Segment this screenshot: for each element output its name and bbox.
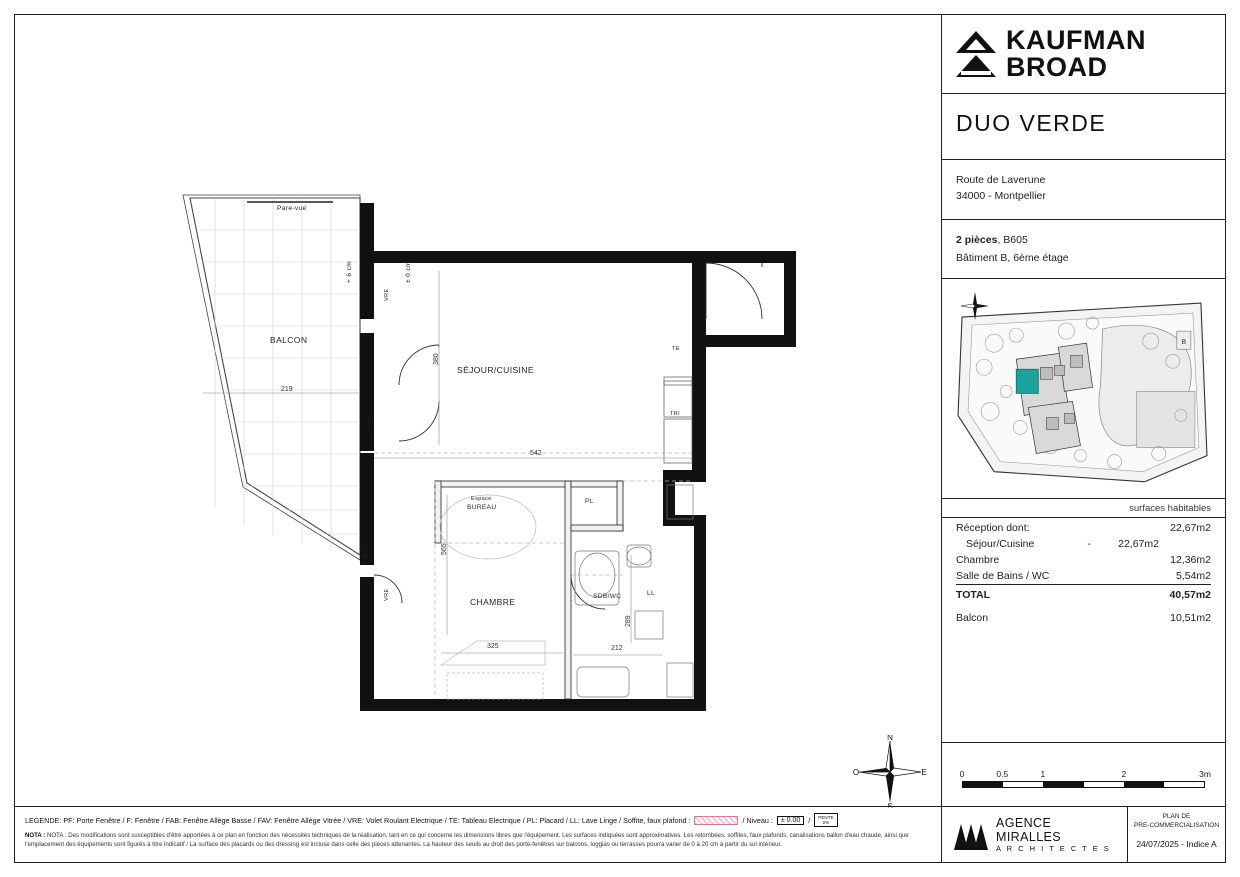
dim-565: 565: [441, 543, 448, 555]
site-plan-compass-icon: [958, 289, 992, 323]
table-row: [956, 552, 1211, 568]
slope-value: 2%: [822, 820, 830, 826]
label-chambre: CHAMBRE: [470, 597, 516, 607]
highlighted-lot: [1016, 370, 1038, 394]
drawing-sheet: [14, 14, 1226, 863]
surface-mid: [1095, 568, 1159, 585]
label-zero-cm: ± 0 cm: [405, 261, 412, 283]
project-name: DUO VERDE: [956, 110, 1107, 136]
dim-325: 325: [487, 643, 499, 650]
label-vre-1: VRE: [384, 288, 390, 301]
address-line-1: Route de Laverune: [956, 174, 1046, 186]
dim-380: 380: [433, 353, 440, 365]
architect-name: [996, 816, 1111, 853]
legend-block: [15, 806, 943, 862]
scale-tick: 1: [1040, 769, 1046, 779]
label-plus-6-cm: + 6 cm: [346, 260, 353, 283]
label-tri: TRI: [670, 411, 681, 417]
surface-mid: [1095, 520, 1159, 536]
legend-note-text: NOTA : Des modifications sont susceptibles d'être apportées à ce plan en fonction des nécessités techniques de la réalisation, tant en ce qui concerne les dimensions libres que l'équipement. Les surfaces indiquées sont approximatives. Les retombées, soffites, faux plafonds, canalisations ballon d'eau chaude, ainsi que l'emplacement des équipements sont figurés à titre indicatif / La surface des placards ou des dressing est incluse dans celle des pièces attenantes. La hauteur des seuils au droit des porte-fenêtres sur balcons, loggias ou terrasses pourra varier de 0 à 20 cm à partir du sol intérieur.: [25, 832, 909, 849]
scale-tick: 0: [959, 769, 965, 779]
table-row: [956, 536, 1211, 552]
scale-tick: 2: [1121, 769, 1127, 779]
lot-info: [942, 220, 1225, 279]
brand-line-1: KAUFMAN: [1006, 25, 1146, 55]
interior-partitions: [435, 481, 623, 699]
surface-dash: [1073, 520, 1095, 536]
surface-label: Salle de Bains / WC: [956, 570, 1050, 583]
scale-bar-section: [942, 742, 1225, 806]
lot-section: [942, 220, 1225, 280]
surfaces-table-wrap: [942, 517, 1225, 634]
label-balcon: BALCON: [270, 335, 308, 345]
table-row: [956, 520, 1211, 536]
kaufman-broad-logo: [942, 15, 1225, 93]
lot-line-1: 2 pièces, B605: [956, 233, 1028, 246]
svg-text:N: N: [887, 735, 893, 742]
surface-value: [1159, 536, 1211, 552]
surface-mid: 22,67m2: [1118, 538, 1159, 551]
balcon-value: 10,51m2: [1170, 612, 1211, 625]
compass-rose: [853, 735, 927, 808]
label-pf: P.F: [368, 415, 374, 425]
surface-value: 5,54m2: [1175, 570, 1211, 583]
brand-section: [942, 15, 1225, 94]
brand-line-2: BROAD: [1006, 52, 1108, 82]
slope-marker: [814, 813, 837, 827]
site-plan-thumbnail: [942, 279, 1225, 499]
architect-line-1: AGENCE: [996, 816, 1052, 830]
lot-type: 2 pièces: [956, 233, 998, 246]
label-tableau-electrique: TE: [672, 346, 680, 352]
soffite-hatch-swatch: [694, 816, 738, 825]
table-row-total: [956, 585, 1211, 604]
room-division-lines: [374, 453, 692, 699]
label-fav: F.A.V: [363, 547, 369, 563]
architect-line-2: MIRALLES: [996, 830, 1062, 844]
scale-bar-graphic: [962, 781, 1205, 788]
surface-label: Chambre: [956, 554, 1000, 567]
floor-plan-svg: [15, 15, 943, 808]
dim-219: 219: [281, 386, 293, 393]
label-lave-linge: LL: [647, 590, 656, 597]
building-floor: Bâtiment B, 6ème étage: [956, 251, 1069, 264]
legend-note: [25, 831, 935, 849]
legend-note-prefix: NOTA :: [25, 832, 46, 840]
agence-miralles-logo-icon: [954, 820, 988, 850]
surface-label: Séjour/Cuisine: [966, 538, 1035, 551]
table-row: [956, 568, 1211, 585]
surfaces-table: [956, 520, 1211, 626]
architect-line-3: A R C H I T E C T E S: [996, 844, 1111, 853]
legend-level-suffix: /: [808, 815, 811, 825]
project-address: [942, 160, 1225, 219]
svg-text:B: B: [1181, 339, 1187, 347]
site-plan-svg: [954, 295, 1213, 488]
surfaces-header: surfaces habitables: [1129, 503, 1211, 515]
surface-value: 22,67m2: [1170, 522, 1211, 535]
scale-tick: 3m: [1199, 769, 1211, 779]
label-pare-vue: Pare-vue: [277, 205, 307, 212]
label-espace-bureau-line1: Espace: [471, 496, 492, 502]
table-row-balcon: [956, 603, 1211, 626]
kaufman-broad-triangle-logo-icon: [956, 31, 996, 77]
entry-door: [706, 263, 762, 319]
label-placard: PL: [585, 498, 594, 505]
scale-bar: [942, 743, 1225, 788]
legend-line: [25, 813, 935, 827]
kitchen-fixtures: [664, 377, 692, 463]
brand-wordmark: [1006, 27, 1146, 81]
surface-value: 12,36m2: [1170, 554, 1211, 567]
title-block: [941, 15, 1225, 862]
plan-date-index: 24/07/2025 - Indice A: [1136, 838, 1217, 849]
surface-dash: -: [1087, 538, 1091, 551]
surface-mid: [1095, 552, 1159, 568]
apartment-walls: [360, 203, 796, 711]
total-label: TOTAL: [956, 585, 1073, 604]
level-value: ± 0.00: [777, 816, 804, 825]
scale-tick: 0.5: [996, 769, 1009, 779]
stamp-line-1: PLAN DE: [1162, 813, 1191, 820]
project-name-section: [942, 94, 1225, 160]
legend-level-prefix: / Niveau :: [742, 815, 773, 825]
scale-ticks: [959, 769, 1211, 781]
legend-text: LEGENDE: PF: Porte Fenêtre / F: Fenêtre / FAB: Fenêtre Allège Basse / FAV: Fenêtre Allège Vitrée / VRE: Volet Roulant Electrique / TE: Tableau Electrique / PL: Placard / LL: Lave Linge / Soffite, faux plafond :: [25, 815, 691, 825]
floor-plan-drawing: [15, 15, 943, 808]
svg-text:O: O: [853, 768, 860, 777]
svg-text:E: E: [921, 768, 927, 777]
address-line-2: 34000 - Montpellier: [956, 190, 1046, 203]
total-value: 40,57m2: [1159, 585, 1211, 604]
stamp-line-2: PRE-COMMERCIALISATION: [1133, 821, 1220, 829]
surface-dash: [1073, 568, 1095, 585]
balcon-label: Balcon: [956, 612, 989, 625]
plan-stamp: [1127, 807, 1225, 862]
label-espace-bureau-line2: BUREAU: [467, 504, 497, 511]
surface-dash: [1073, 552, 1095, 568]
architect-section: [942, 806, 1225, 862]
balcony-shape: [183, 195, 360, 560]
svg-text:S: S: [887, 802, 893, 808]
dim-212: 212: [611, 645, 623, 652]
label-sdb-wc: SDB/WC: [593, 593, 622, 600]
address-section: [942, 160, 1225, 220]
slope-label: PENTE: [818, 815, 834, 820]
architect-logo-block: [942, 807, 1127, 862]
surface-label: Réception dont:: [956, 522, 1030, 535]
label-vre-2: VRE: [384, 588, 390, 601]
label-sejour-cuisine: SÉJOUR/CUISINE: [457, 365, 534, 375]
lot-number: B605: [1003, 233, 1028, 246]
dim-289: 289: [625, 615, 632, 627]
dim-542: 542: [530, 450, 542, 457]
